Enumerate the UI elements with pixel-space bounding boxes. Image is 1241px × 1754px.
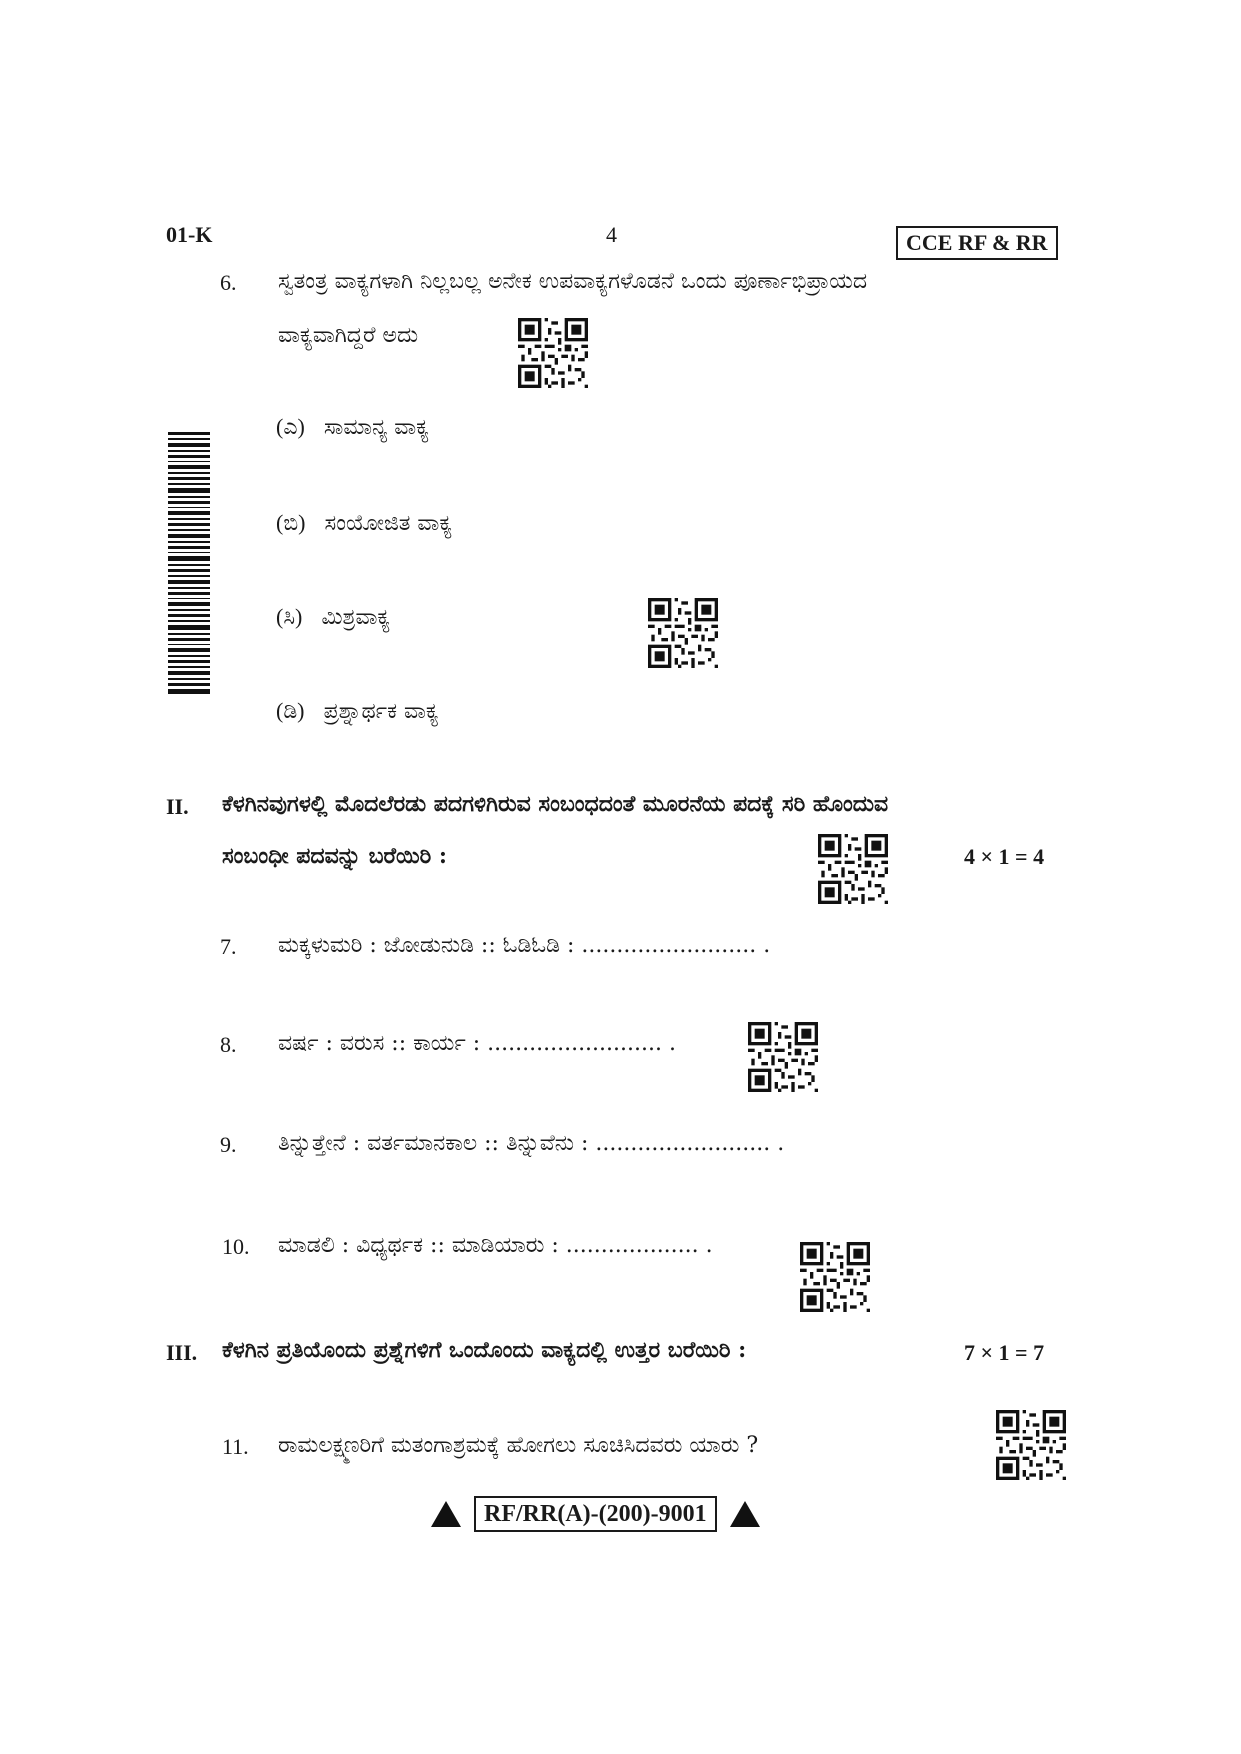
footer-code: RF/RR(A)-(200)-9001 bbox=[474, 1496, 717, 1532]
section-3-marks: 7 × 1 = 7 bbox=[964, 1340, 1045, 1365]
triangle-icon bbox=[430, 1499, 462, 1529]
q6-text-line1: ಸ್ವತಂತ್ರ ವಾಕ್ಯಗಳಾಗಿ ನಿಲ್ಲಬಲ್ಲ ಅನೇಕ ಉಪವಾಕ್ಯಗಳೊಡನೆ ಒಂದು ಪೂರ್ಣಾಭಿಪ್ರಾಯದ bbox=[278, 269, 868, 294]
section-3-instruction: ಕೆಳಗಿನ ಪ್ರತಿಯೊಂದು ಪ್ರಶ್ನೆಗಳಿಗೆ ಒಂದೊಂದು ವಾಕ್ಯದಲ್ಲಿ ಉತ್ತರ ಬರೆಯಿರಿ : bbox=[222, 1337, 747, 1363]
page-number: 4 bbox=[606, 222, 617, 247]
q6-option-b bbox=[276, 508, 452, 540]
q11-number: 11. bbox=[222, 1434, 249, 1459]
qr-code-icon bbox=[800, 1242, 870, 1312]
option-label: (ಸಿ) bbox=[276, 604, 303, 629]
q6-option-d bbox=[276, 696, 439, 728]
option-text: ಮಿಶ್ರವಾಕ್ಯ bbox=[321, 605, 391, 630]
q8-number: 8. bbox=[220, 1032, 237, 1057]
qr-code-icon bbox=[818, 834, 888, 904]
triangle-icon bbox=[729, 1499, 761, 1529]
q6-text-line2: ವಾಕ್ಯವಾಗಿದ್ದರೆ ಅದು bbox=[278, 323, 419, 348]
option-text: ಸಂಯೋಜಿತ ವಾಕ್ಯ bbox=[324, 511, 453, 536]
option-label: (ಡಿ) bbox=[276, 698, 305, 723]
q9-number: 9. bbox=[220, 1132, 237, 1157]
q10-text: ಮಾಡಲಿ : ವಿಧ್ಯರ್ಥಕ :: ಮಾಡಿಯಾರು : ................... . bbox=[278, 1233, 713, 1258]
section-2-instruction-line2: ಸಂಬಂಧೀ ಪದವನ್ನು ಬರೆಯಿರಿ : bbox=[222, 843, 448, 869]
q7-number: 7. bbox=[220, 934, 237, 959]
section-3-numeral: III. bbox=[166, 1340, 198, 1365]
option-label: (ಎ) bbox=[276, 414, 305, 439]
barcode-icon bbox=[168, 432, 210, 694]
exam-label: CCE RF & RR bbox=[896, 226, 1058, 260]
section-2-numeral: II. bbox=[166, 794, 189, 819]
q7-text: ಮಕ್ಕಳುಮರಿ : ಜೋಡುನುಡಿ :: ಓಡಿಓಡಿ : ......................... . bbox=[278, 933, 771, 958]
qr-code-icon bbox=[748, 1022, 818, 1092]
q9-text: ತಿನ್ನುತ್ತೇನೆ : ವರ್ತಮಾನಕಾಲ :: ತಿನ್ನುವೆನು : ......................... . bbox=[278, 1131, 785, 1156]
q6-number: 6. bbox=[220, 270, 237, 295]
section-2-marks: 4 × 1 = 4 bbox=[964, 844, 1045, 869]
option-text: ಸಾಮಾನ್ಯ ವಾಕ್ಯ bbox=[323, 415, 430, 440]
qr-code-icon bbox=[518, 318, 588, 388]
option-label: (ಬಿ) bbox=[276, 510, 306, 535]
q6-option-c bbox=[276, 602, 390, 634]
qr-code-icon bbox=[996, 1410, 1066, 1480]
q11-text: ರಾಮಲಕ್ಷ್ಮಣರಿಗೆ ಮತಂಗಾಶ್ರಮಕ್ಕೆ ಹೋಗಲು ಸೂಚಿಸಿದವರು ಯಾರು ? bbox=[278, 1433, 759, 1458]
footer bbox=[430, 1494, 761, 1534]
q6-option-a bbox=[276, 412, 429, 444]
option-text: ಪ್ರಶ್ನಾರ್ಥಕ ವಾಕ್ಯ bbox=[323, 699, 439, 724]
qr-code-icon bbox=[648, 598, 718, 668]
q8-text: ವರ್ಷ : ವರುಸ :: ಕಾರ್ಯ : ......................... . bbox=[278, 1031, 676, 1056]
paper-code: 01-K bbox=[166, 222, 213, 247]
section-2-instruction-line1: ಕೆಳಗಿನವುಗಳಲ್ಲಿ ಮೊದಲೆರಡು ಪದಗಳಿಗಿರುವ ಸಂಬಂಧದಂತೆ ಮೂರನೆಯ ಪದಕ್ಕೆ ಸರಿ ಹೊಂದುವ bbox=[222, 791, 889, 817]
q10-number: 10. bbox=[222, 1234, 250, 1259]
